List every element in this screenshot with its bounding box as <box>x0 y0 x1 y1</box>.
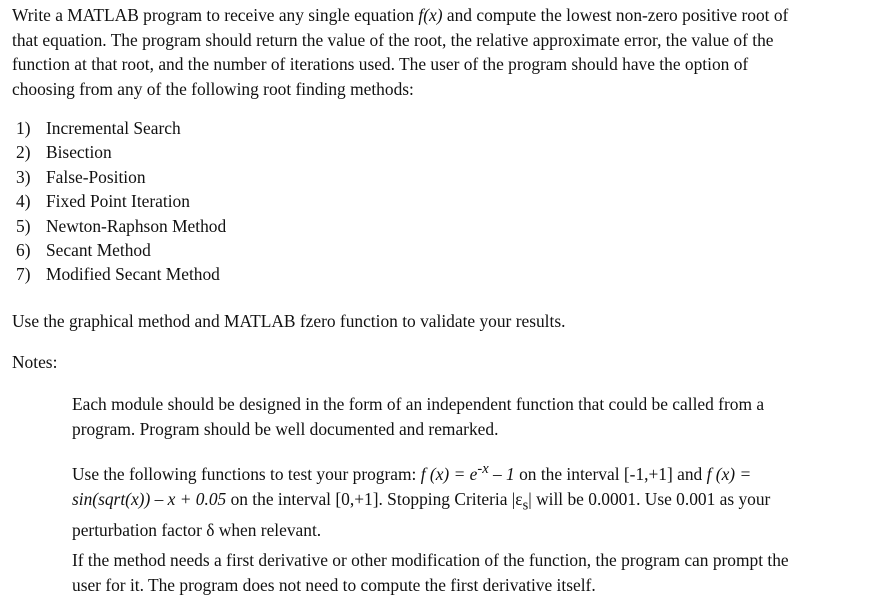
list-item-label: Modified Secant Method <box>46 264 220 285</box>
function-1-tail: – 1 <box>488 463 515 484</box>
intro-fx: f(x) <box>418 5 443 25</box>
epsilon-subscript: s <box>522 496 529 513</box>
function-2: f (x) = sin(sqrt(x)) – x + 0.05 <box>72 463 752 509</box>
list-item-label: Fixed Point Iteration <box>46 191 190 212</box>
function-1-exponent: -x <box>477 461 489 477</box>
note-test-functions <box>72 457 802 542</box>
list-item <box>16 262 226 286</box>
list-item-label: Bisection <box>46 142 112 163</box>
list-item-number: 6) <box>16 240 31 261</box>
note-first-derivative: If the method needs a first derivative or other modification of the function, the program can prompt the user for it. The program does not need to compute the first derivative itself. <box>72 550 789 595</box>
list-item-number: 1) <box>16 118 31 138</box>
note2-text-3: on the interval [0,+1]. Stopping Criteria |ε <box>226 488 523 509</box>
note2-text-2: on the interval [-1,+1] and <box>514 463 707 484</box>
list-item-label: Newton-Raphson Method <box>46 215 227 236</box>
methods-list <box>16 116 226 287</box>
list-item-number: 2) <box>16 142 31 163</box>
list-item-number: 5) <box>16 215 31 236</box>
list-item <box>16 116 226 140</box>
intro-text-2: and compute the lowest non-zero positive root of that equation. The program should return the value of the root, the relative approximate error, the value of the function at that root, and the number of iterations used. The user of the program should have the option of choosing from any of the following root finding methods: <box>12 5 789 100</box>
intro-text-1: Write a MATLAB program to receive any single equation <box>12 5 419 25</box>
list-item <box>16 214 226 238</box>
list-item-label: False-Position <box>46 166 146 187</box>
list-item <box>16 140 226 164</box>
list-item <box>16 238 226 262</box>
list-item-number: 4) <box>16 191 31 212</box>
note-module-design: Each module should be designed in the form of an independent function that could be called from a program. Program should be well documented and remarked. <box>72 394 765 439</box>
list-item <box>16 189 226 213</box>
intro-paragraph <box>12 3 812 102</box>
list-item-number: 7) <box>16 264 31 285</box>
list-item <box>16 165 226 189</box>
validate-paragraph: Use the graphical method and MATLAB fzero function to validate your results. <box>12 311 566 331</box>
notes-label: Notes: <box>12 352 58 372</box>
note2-text-4: | will be 0.0001. Use 0.001 as your perturbation factor δ when relevant. <box>72 488 771 540</box>
list-item-label: Secant Method <box>46 240 151 261</box>
function-1-base: f (x) = e <box>420 463 478 484</box>
list-item-label: Incremental Search <box>46 118 181 138</box>
note2-text-1: Use the following functions to test your program: <box>72 463 421 484</box>
list-item-number: 3) <box>16 166 31 187</box>
function-1 <box>420 461 515 484</box>
